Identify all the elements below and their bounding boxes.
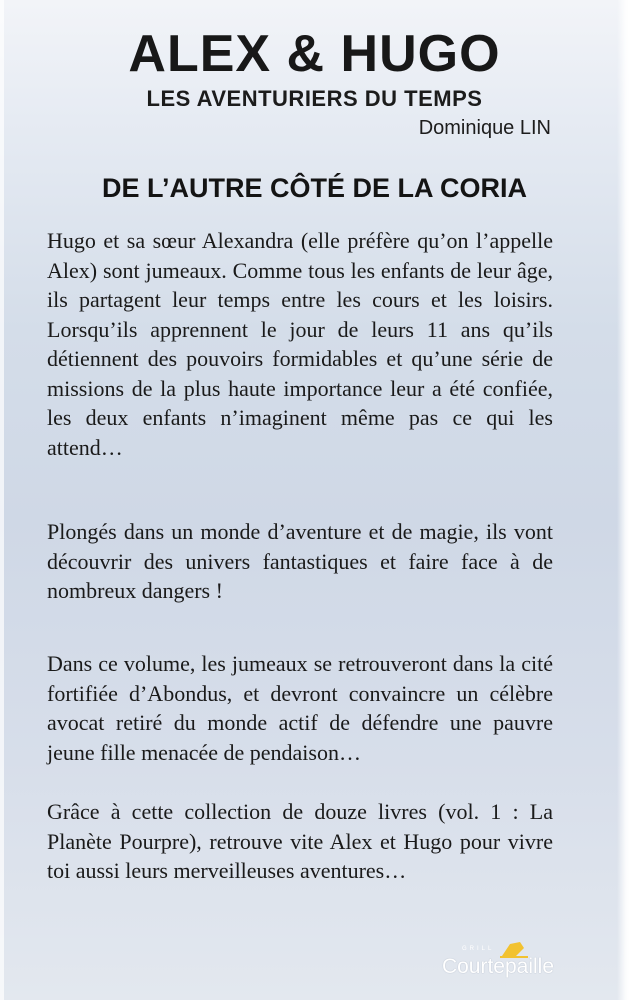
blurb-paragraph-2: Plongés dans un monde d’aventure et de magie, ils vont découvrir des univers fantastiques et faire face à de nombreux dangers ! [47,519,553,603]
blurb-paragraph-1: Hugo et sa sœur Alexandra (elle préfère qu’on l’appelle Alex) sont jumeaux. Comme tous les enfants de leur âge, ils partagent leur temps entre les cours et les loisirs. Lorsqu’ils apprennent le jour de leurs 11 ans qu’ils détiennent des pouvoirs formidables et qu’une série de missions de la plus haute importance leur a été confiée, les deux enfants n’imaginent même pas ce qui les attend… [47,228,553,460]
blurb-paragraph-4: Grâce à cette collection de douze livres (vol. 1 : La Planète Pourpre), retrouve vite Alex et Hugo pour vivre toi aussi leurs merveilleuses aventures… [47,799,553,883]
series-subtitle: LES AVENTURIERS DU TEMPS [146,86,483,111]
book-title: DE L’AUTRE CÔTÉ DE LA CORIA [101,173,527,203]
cover-right-edge [617,0,629,1000]
logo-wordmark: Courtepaille [441,955,555,978]
blurb-paragraph-3: Dans ce volume, les jumeaux se retrouveront dans la cité fortifiée d’Abondus, et devront convaincre un célèbre avocat retiré du monde actif de défendre une pauvre jeune fille menacée de pendaison… [47,651,553,765]
series-title: ALEX & HUGO [128,25,501,83]
author-name: Dominique LIN [418,117,551,139]
publisher-logo [432,938,564,990]
cover-left-edge [0,0,4,1000]
logo-subtext: GRILL [462,946,495,952]
